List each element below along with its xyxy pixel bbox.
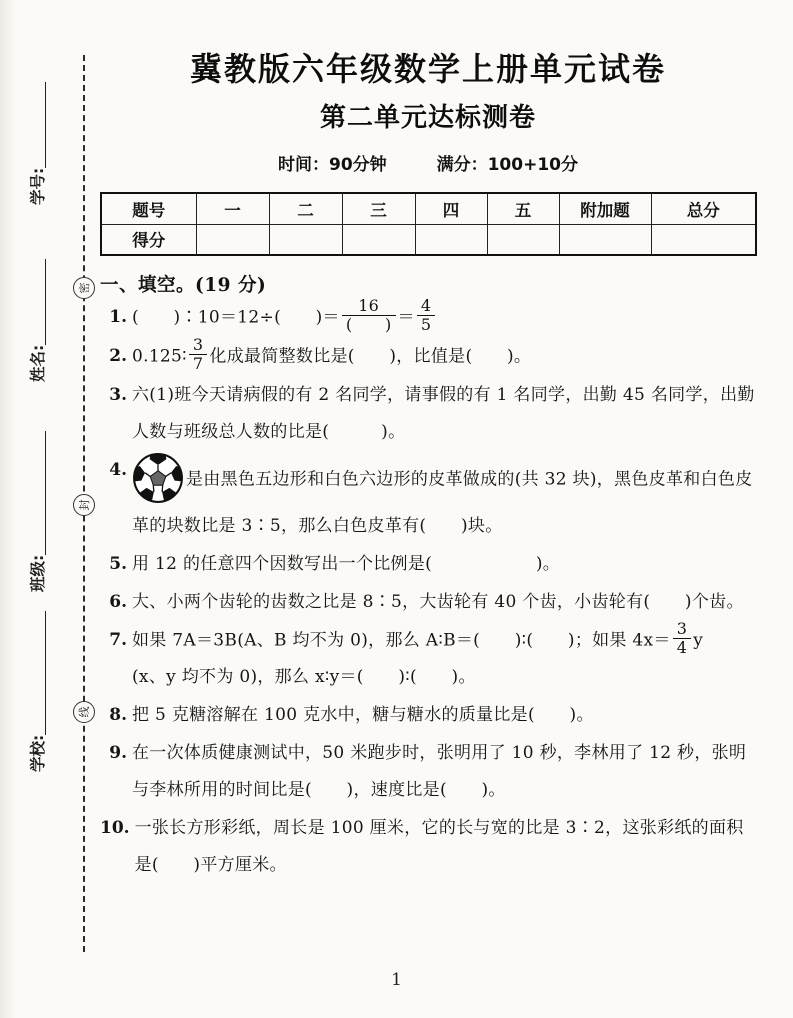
fraction-denominator: 7 [192,354,204,374]
question-6 [100,584,756,621]
field-label: 学号: [29,167,47,205]
page-number: 1 [391,970,402,990]
fraction [417,297,435,335]
fraction [673,620,691,658]
question-segment: 化成最简整数比是( )，比值是( )。 [209,346,532,367]
page-subtitle: 第二单元达标测卷 [319,103,536,133]
fraction-denominator: 4 [676,637,688,657]
field-label: 姓名: [29,344,47,382]
question-text [132,334,756,376]
field-blank-line [29,611,46,735]
question-10 [100,810,756,884]
seal-char: 线 [78,706,91,718]
fraction-numerator: 3 [673,620,691,639]
question-segment: y [693,629,704,650]
question-number: 2. [109,345,127,366]
field-label: 班级: [29,554,47,592]
question-text: 把 5 克糖溶解在 100 克水中，糖与糖水的质量比是( )。 [132,705,594,726]
fraction [189,336,207,374]
question-number: 4. [109,459,127,480]
question-4 [100,452,756,545]
question-8 [100,697,756,734]
seal-char: 封 [78,499,91,511]
question-text: 一张长方形彩纸，周长是 100 厘米，它的长与宽的比是 3∶2，这张彩纸的面积是( )平方厘米。 [134,818,744,876]
field-blank-line [29,431,46,555]
field-class [24,412,50,592]
question-segment: 如果 7A＝3B(A、B 均不为 0)，那么 A∶B＝( )∶( )；如果 4x＝ [132,629,671,650]
question-9 [100,735,756,809]
question-text [132,296,756,337]
question-number: 6. [109,591,127,612]
question-number: 9. [109,743,127,764]
soccer-ball-icon [132,452,184,504]
field-student-id [24,65,50,205]
seal-char: 密 [78,282,91,294]
score-header-cell: 二 [269,193,342,224]
seal-stamp-feng [73,494,95,516]
score-row-label: 得分 [101,224,196,255]
question-segment: 0.125∶ [132,346,187,367]
field-blank-line [29,82,46,168]
score-header-cell: 一 [196,193,269,224]
main-content [100,0,756,884]
fraction-numerator: 4 [417,297,435,316]
score-table-score-row [101,224,756,255]
exam-time: 时间：90分钟 [278,155,387,175]
field-school [24,592,50,772]
question-text: 大、小两个齿轮的齿数之比是 8∶5，大齿轮有 40 个齿，小齿轮有( )个齿。 [132,591,744,612]
fraction-numerator: 16 [342,297,396,316]
score-cell [196,224,269,255]
score-header-cell: 三 [342,193,415,224]
page-title: 冀教版六年级数学上册单元试卷 [189,50,666,88]
score-header-cell: 五 [487,193,559,224]
question-segment: (x、y 均不为 0)，那么 x∶y＝( )∶( )。 [132,667,476,688]
section-heading: 一、填空。(19 分) [100,275,267,296]
question-number: 8. [109,705,127,726]
question-1 [100,296,756,337]
question-text: 在一次体质健康测试中，50 米跑步时，张明用了 10 秒，李林用了 12 秒，张明与李林所用的时间比是( )，速度比是( )。 [132,743,747,801]
score-table [100,192,757,256]
field-blank-line [29,259,46,345]
question-segment: 是由黑色五边形和白色六边形的皮革做成的(共 32 块)，黑色皮革和白色皮革的块数比是 3∶5，那么白色皮革有( )块。 [132,469,753,536]
question-3 [100,377,756,451]
question-list [100,296,756,884]
score-cell [559,224,651,255]
question-7 [100,618,756,697]
question-number: 1. [109,307,127,327]
question-text: 用 12 的任意四个因数写出一个比例是( )。 [132,553,561,574]
fraction-denominator: 5 [420,315,432,335]
score-header-cell: 总分 [651,193,756,224]
fraction-numerator: 3 [189,336,207,355]
score-cell [269,224,342,255]
question-segment: ＝ [397,307,415,328]
field-name [24,242,50,382]
score-cell [415,224,487,255]
score-cell [342,224,415,255]
question-number: 3. [109,384,127,405]
score-cell [651,224,756,255]
question-number: 5. [109,553,127,574]
question-text: 六(1)班今天请病假的有 2 名同学，请事假的有 1 名同学，出勤 45 名同学，出勤人数与班级总人数的比是( )。 [132,384,755,442]
question-number: 10. [100,818,130,839]
exam-meta [100,150,756,175]
score-cell [487,224,559,255]
question-2 [100,334,756,376]
exam-full-score: 满分：100+10分 [436,155,578,175]
field-label: 学校: [29,734,47,772]
fraction [342,297,396,335]
fraction-denominator: ( ) [345,315,392,335]
score-header-cell: 题号 [101,193,196,224]
question-text [132,618,756,697]
question-text [132,452,756,545]
score-header-cell: 四 [415,193,487,224]
score-header-cell: 附加题 [559,193,651,224]
question-5 [100,546,756,583]
question-segment: ( )∶10＝12÷( )＝ [132,307,340,328]
score-table-header-row [101,193,756,224]
question-number: 7. [109,629,127,650]
seal-stamp-xian [73,701,95,723]
seal-stamp-mi [73,277,95,299]
